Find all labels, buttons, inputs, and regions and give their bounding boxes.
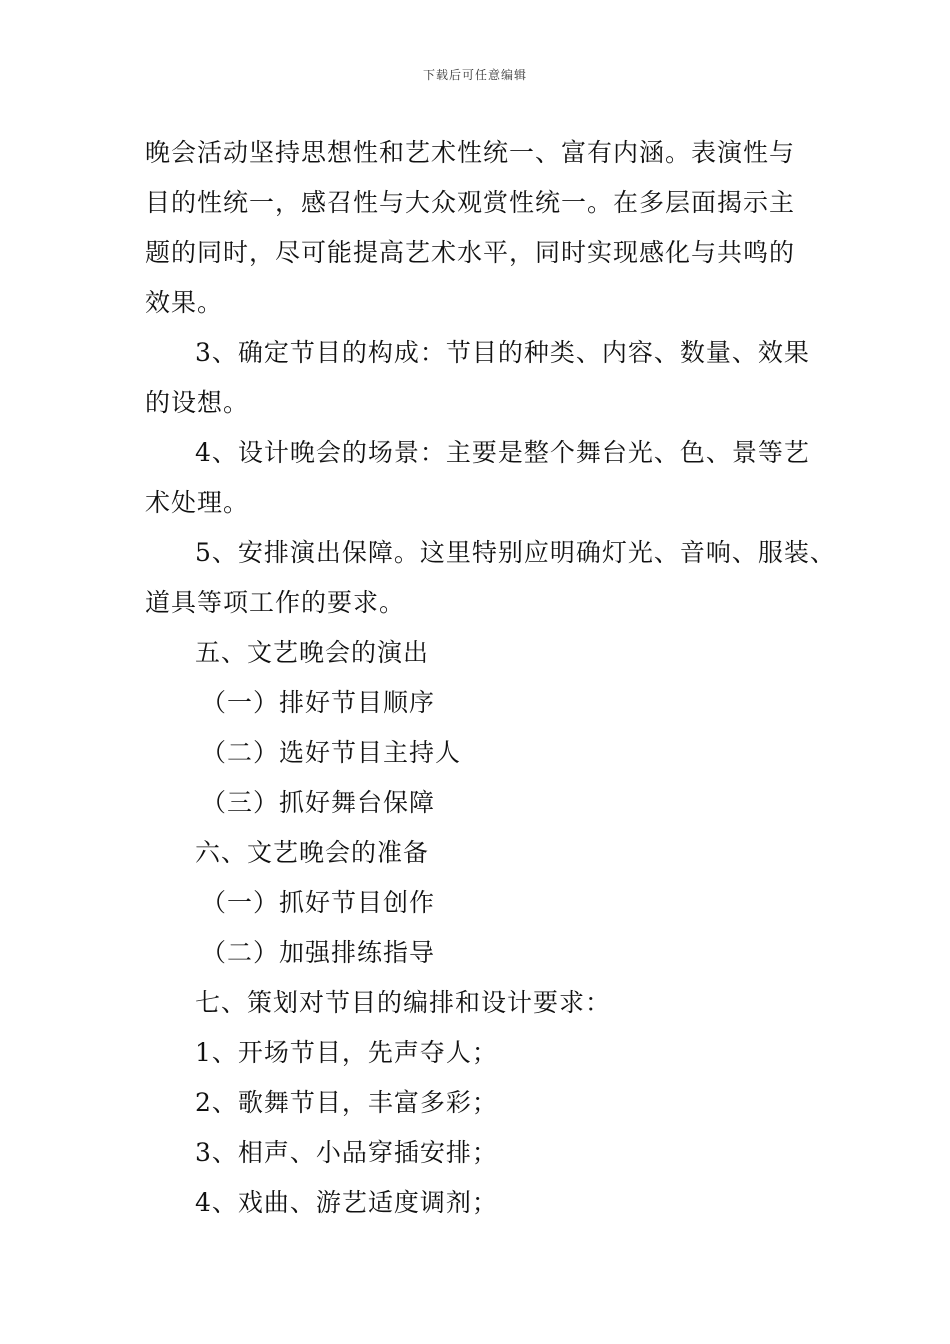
page-header: 下载后可任意编辑 [422,68,527,82]
text-line: 术处理。 [145,488,250,517]
text-line: 3、确定节目的构成：节目的种类、内容、数量、效果 [195,338,810,367]
sub-item: （二）加强排练指导 [201,938,436,967]
text-line: 4、设计晚会的场景：主要是整个舞台光、色、景等艺 [195,438,810,467]
text-line: 晚会活动坚持思想性和艺术性统一、富有内涵。表演性与 [145,138,796,167]
text-line: 题的同时，尽可能提高艺术水平，同时实现感化与共鸣的 [145,238,796,267]
section-heading: 七、策划对节目的编排和设计要求： [195,988,612,1017]
text-line: 5、安排演出保障。这里特别应明确灯光、音响、服装、 [195,538,836,567]
list-item: 4、戏曲、游艺适度调剂； [195,1188,498,1217]
list-item: 1、开场节目，先声夺人； [195,1038,498,1067]
sub-item: （一）抓好节目创作 [201,888,436,917]
text-line: 目的性统一，感召性与大众观赏性统一。在多层面揭示主 [145,188,796,217]
document-body [145,128,835,1228]
list-item: 2、歌舞节目，丰富多彩； [195,1088,498,1117]
text-line: 道具等项工作的要求。 [145,588,406,617]
sub-item: （三）抓好舞台保障 [201,788,436,817]
sub-item: （二）选好节目主持人 [201,738,462,767]
sub-item: （一）排好节目顺序 [201,688,436,717]
section-heading: 六、文艺晚会的准备 [195,838,430,867]
text-line: 的设想。 [145,388,250,417]
text-line: 效果。 [145,288,224,317]
list-item: 3、相声、小品穿插安排； [195,1138,498,1167]
section-heading: 五、文艺晚会的演出 [195,638,430,667]
